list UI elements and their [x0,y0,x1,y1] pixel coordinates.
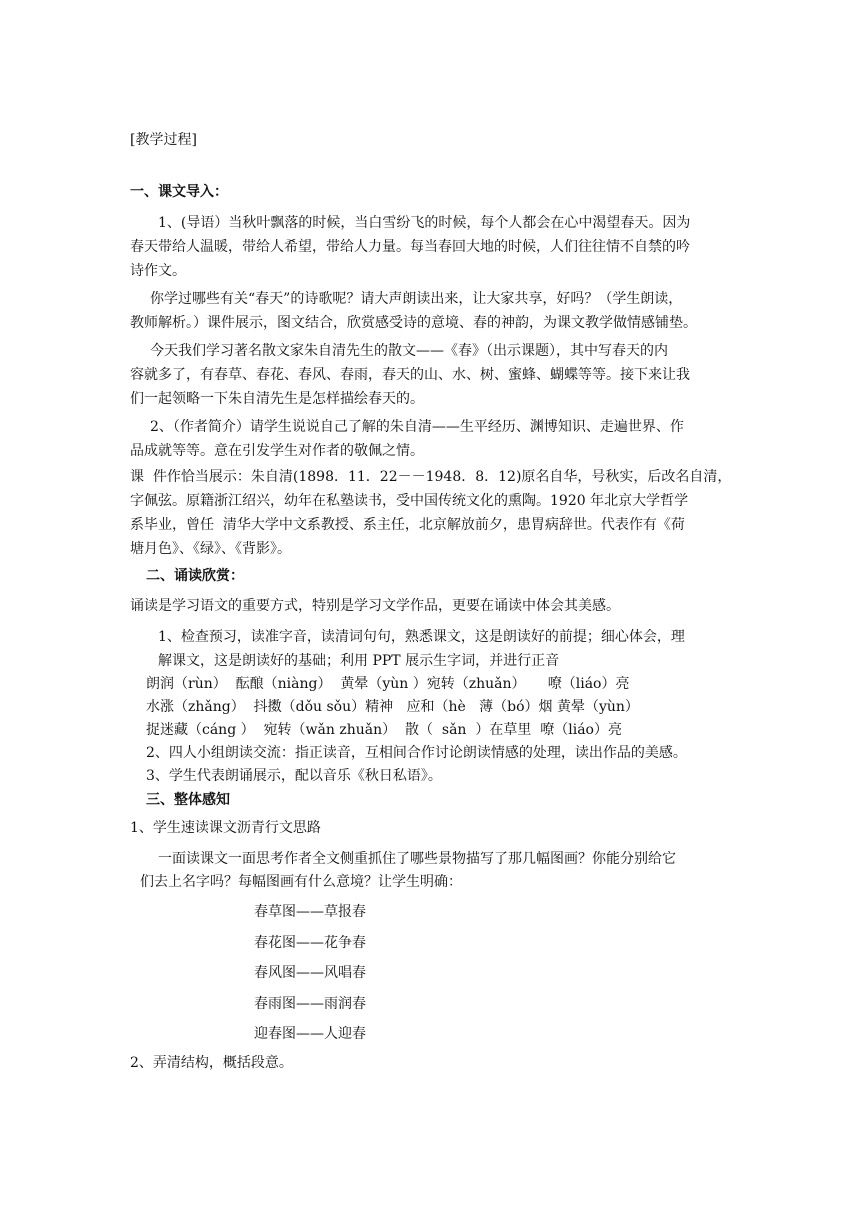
paragraph-line: 一面读课文一面思考作者全文侧重抓住了哪些景物描写了那几幅图画？你能分别给它 [158,851,676,867]
paragraph-line: 3、学生代表朗诵展示，配以音乐《秋日私语》。 [146,768,442,784]
paragraph-line: 1、学生速读课文沥青行文思路 [130,820,321,836]
picture-item: 春草图——草报春 [254,904,366,920]
paragraph-line: 解课文，这是朗读好的基础；利用 PPT 展示生字词，并进行正音 [158,653,560,669]
paragraph-line: 诗作文。 [130,263,186,279]
paragraph-line: 今天我们学习著名散文家朱自清先生的散文——《春》（出示课题），其中写春天的内 [150,343,668,359]
paragraph-line: 字佩弦。原籍浙江绍兴，幼年在私塾读书，受中国传统文化的熏陶。1920 年北京大学哲学 [130,493,689,509]
paragraph-line: 容就多了，有春草、春花、春风、春雨，春天的山、水、树、蜜蜂、蝴蝶等等。接下来让我 [130,367,690,383]
picture-item: 春风图——风唱春 [254,965,366,981]
paragraph-line: 塘月色》、《绿》、《背影》。 [130,541,291,557]
section-heading-overview: 三、整体感知 [146,792,230,808]
paragraph-line: 教师解析。）课件展示，图文结合，欣赏感受诗的意境、春的神韵，为课文教学做情感铺垫。 [130,315,697,331]
paragraph-line: 2、（作者简介）请学生说说自己了解的朱自清——生平经历、渊博知识、走遍世界、作 [150,419,684,435]
section-heading-reading: 二、诵读欣赏： [146,568,244,584]
paragraph-line: 2、弄清结构，概括段意。 [130,1055,293,1071]
paragraph-line: 课 件作恰当展示：朱自清(1898．11．22－－1948．8．12)原名自华，号秋实，后改名自清， [130,469,732,485]
paragraph-line: 们去上名字吗？每幅图画有什么意境？让学生明确： [140,874,462,890]
vocab-line: 捉迷藏（cáng ） 宛转（wǎn zhuǎn） 散（ sǎn ）在草里 嘹（liáo）亮 [146,722,622,738]
paragraph-line: 春天带给人温暖，带给人希望，带给人力量。每当春回大地的时候，人们往往情不自禁的吟 [130,239,690,255]
paragraph-line: 品成就等等。意在引发学生对作者的敬佩之情。 [130,443,424,459]
paragraph-line: 你学过哪些有关“春天”的诗歌呢？请大声朗读出来，让大家共享，好吗？（学生朗读， [150,291,683,307]
vocab-line: 水涨（zhǎng） 抖擞（dǒu sǒu）精神 应和（hè 薄（bó）烟 黄晕（yùn） [146,699,639,715]
paragraph-line: 系毕业，曾任 清华大学中文系教授、系主任，北京解放前夕，患胃病辞世。代表作有《荷 [130,517,685,533]
paragraph-line: 们一起领略一下朱自清先生是怎样描绘春天的。 [130,391,424,407]
paragraph-line: 1、(导语）当秋叶飘落的时候，当白雪纷飞的时候，每个人都会在心中渴望春天。因为 [158,215,691,231]
picture-item: 迎春图——人迎春 [254,1026,366,1042]
paragraph-line: 诵读是学习语文的重要方式，特别是学习文学作品，更要在诵读中体会其美感。 [130,598,620,614]
vocab-line: 朗润（rùn） 酝酿（niàng） 黄晕（yùn ）宛转（zhuǎn） 嘹（liáo）亮 [146,676,630,692]
picture-item: 春雨图——雨润春 [254,996,366,1012]
section-heading-intro: 一、课文导入： [130,184,228,200]
picture-item: 春花图——花争春 [254,935,366,951]
document-title: [教学过程] [130,132,197,148]
paragraph-line: 2、四人小组朗读交流：指正读音，互相间合作讨论朗读情感的处理，读出作品的美感。 [146,745,687,761]
paragraph-line: 1、检查预习，读准字音，读清词句句，熟悉课文，这是朗读好的前提；细心体会，理 [158,629,685,645]
